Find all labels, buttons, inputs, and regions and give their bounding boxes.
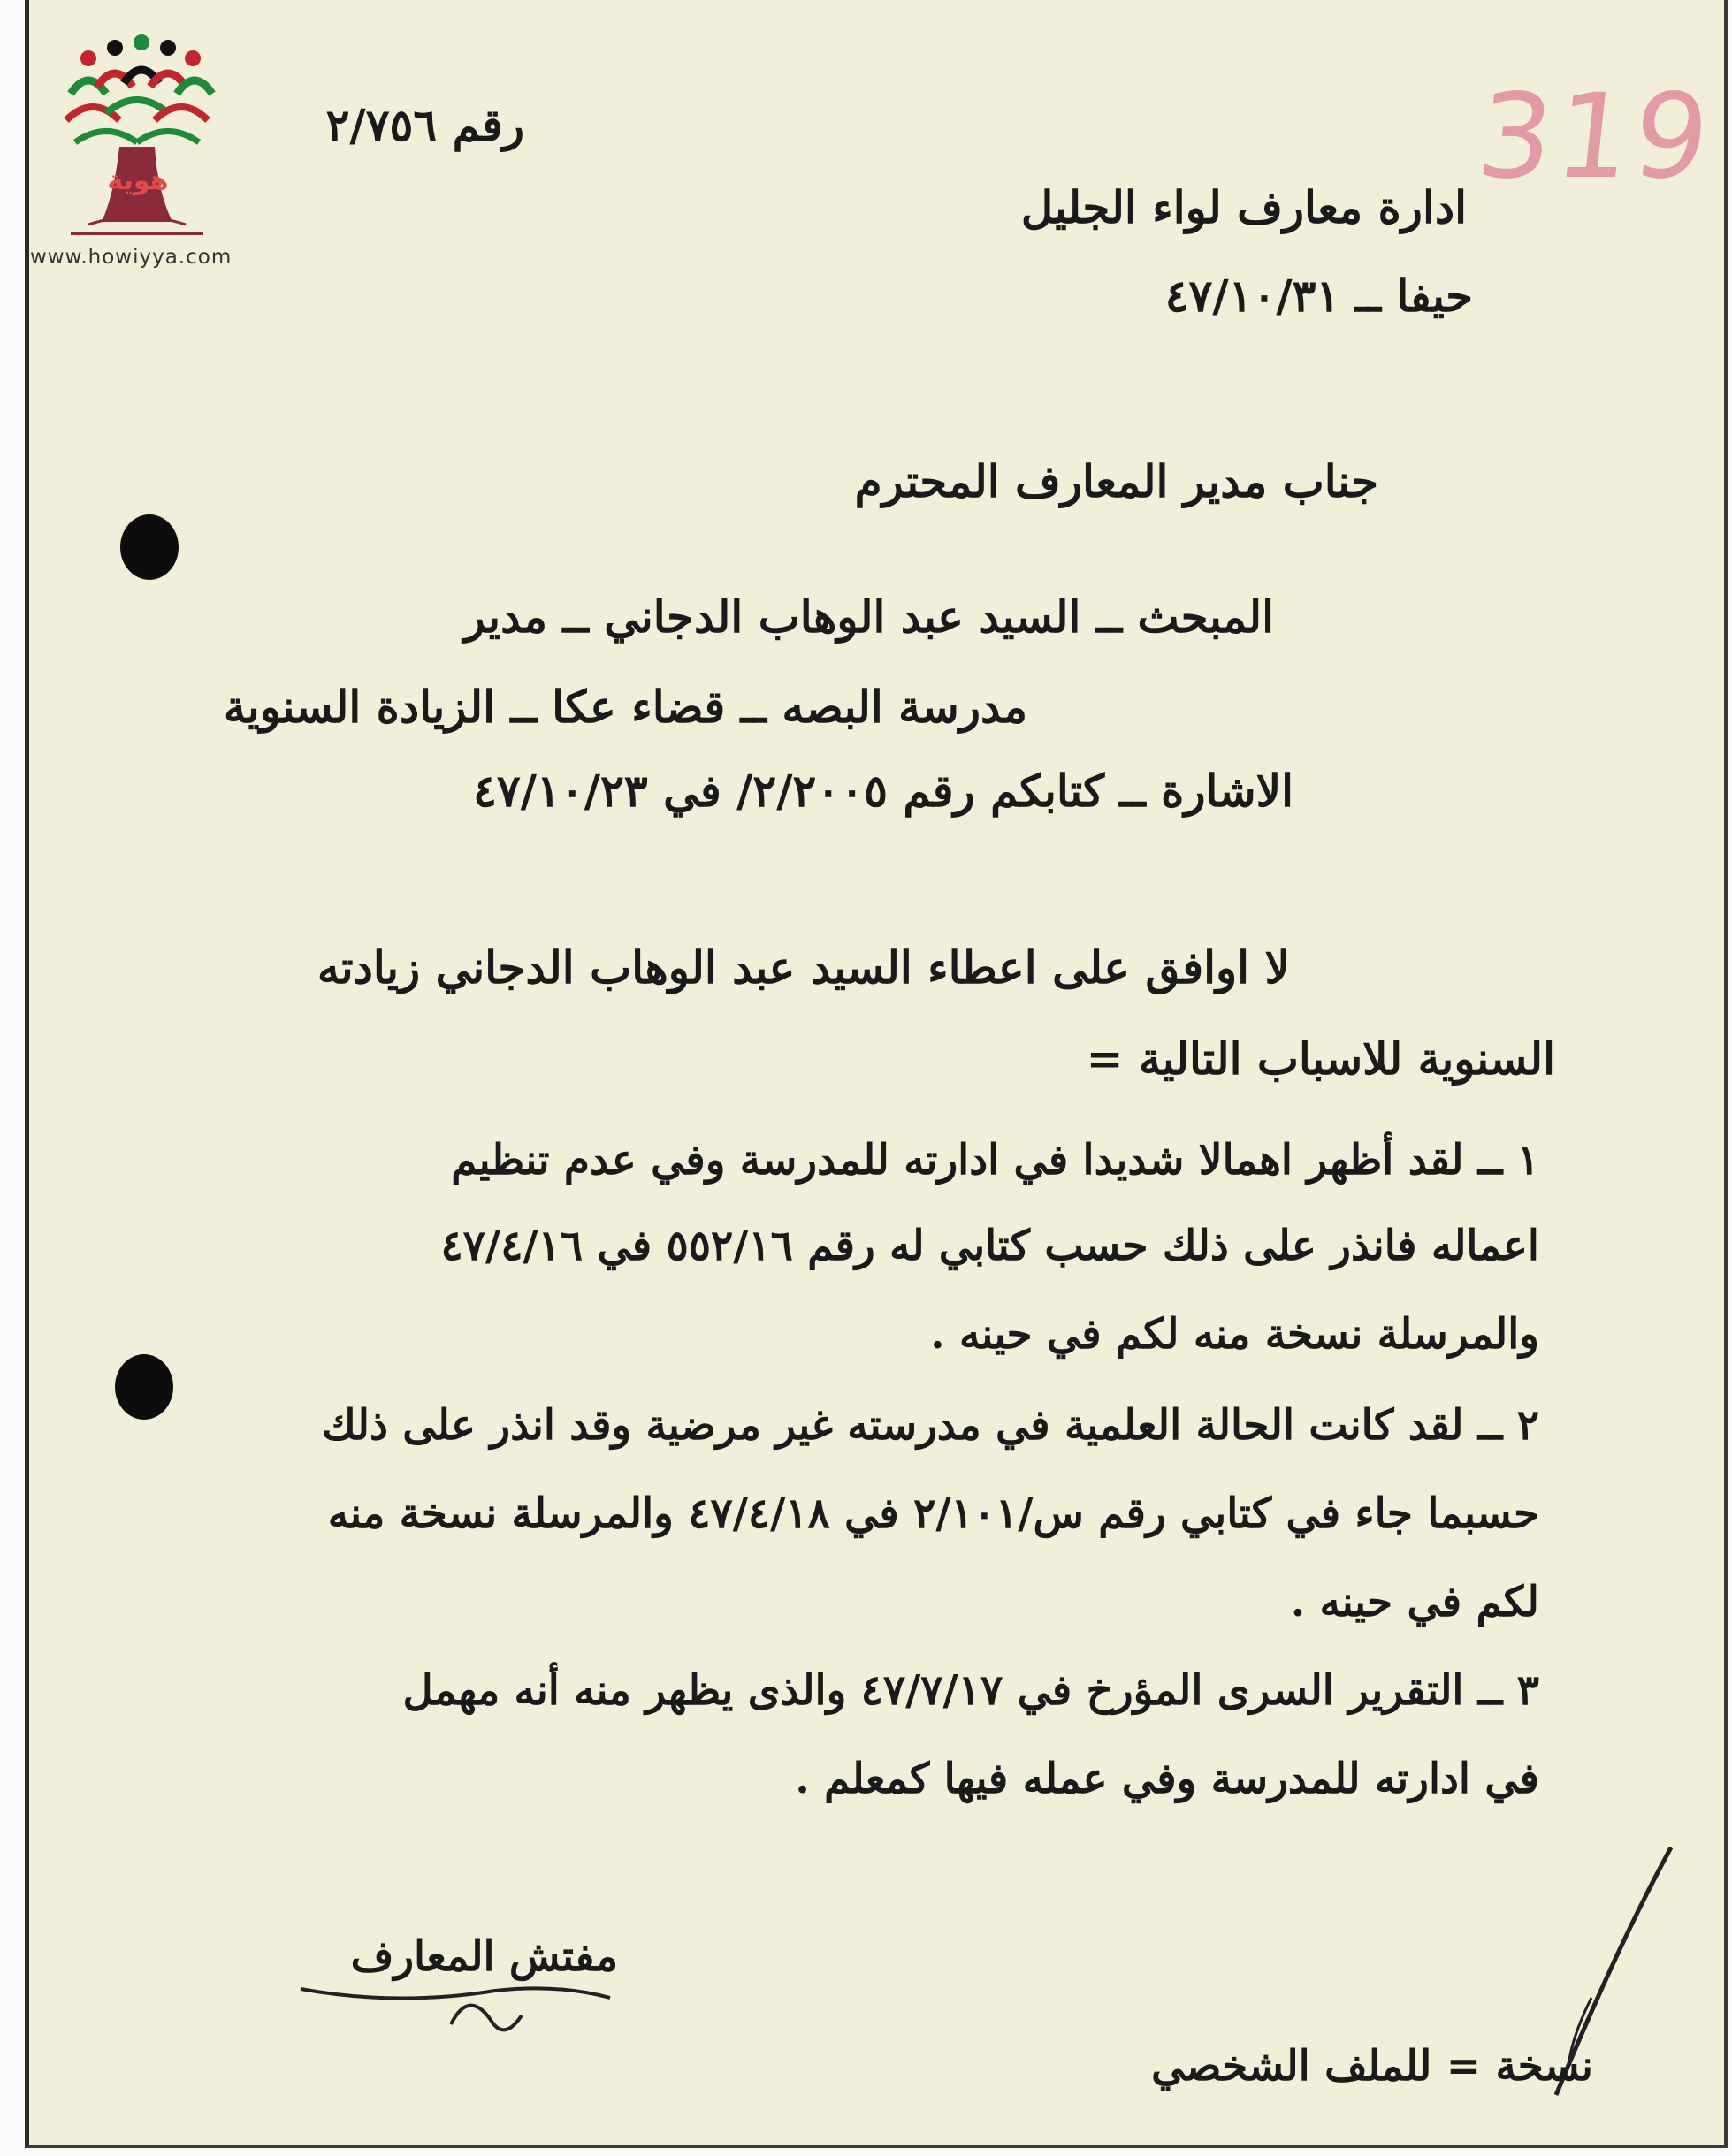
reference-number: رقم ٢/٧٥٦ — [325, 99, 524, 151]
reason-3-line-2: في ادارته للمدرسة وفي عمله فيها كمعلم . — [795, 1755, 1539, 1803]
punch-hole-bottom — [115, 1354, 173, 1420]
reason-2-line-1: ٢ ــ لقد كانت الحالة العلمية في مدرسته غير مرضية وقد انذر على ذلك — [322, 1401, 1539, 1450]
reason-1-line-1: ١ ــ لقد أظهر اهمالا شديدا في ادارته للمدرسة وفي عدم تنظيم — [451, 1136, 1539, 1185]
punch-hole-top — [120, 514, 179, 580]
subject-line-1: المبحث ــ السيد عبد الوهاب الدجاني ــ مدير — [463, 590, 1274, 643]
reason-3-line-1: ٣ ــ التقرير السرى المؤرخ في ٤٧/٧/١٧ والذى يظهر منه أنه مهمل — [402, 1666, 1539, 1715]
body-intro-line-2: السنوية للاسباب التالية = — [1086, 1032, 1555, 1085]
tree-with-people-logo-icon — [53, 32, 221, 244]
reference-line: الاشارة ــ كتابكم رقم ٢/٢٠٠٥/ في ٤٧/١٠/٢٣ — [473, 765, 1293, 817]
svg-text:هوية: هوية — [107, 165, 169, 196]
reason-2-line-3: لكم في حينه . — [1290, 1578, 1539, 1627]
place-date: حيفا ــ ٤٧/١٠/٣١ — [1164, 270, 1473, 322]
body-intro-line-1: لا اوافق على اعطاء السيد عبد الوهاب الدجاني زيادته — [317, 941, 1290, 994]
copy-note: نسخة = للملف الشخصي — [1151, 2042, 1593, 2091]
reason-1-line-2: اعماله فانذر على ذلك حسب كتابي له رقم ٥٥٢/١٦ في ٤٧/٤/١٦ — [440, 1222, 1539, 1270]
reason-2-line-2: حسبما جاء في كتابي رقم س/٢/١٠١ في ٤٧/٤/١٨ والمرسلة نسخة منه — [327, 1489, 1539, 1538]
salutation: جناب مدير المعارف المحترم — [854, 455, 1378, 507]
department-name: ادارة معارف لواء الجليل — [1020, 181, 1467, 233]
signature-title: مفتش المعارف — [350, 1932, 618, 1981]
signature-scribble-icon — [292, 1971, 690, 2051]
file-number: 319 — [1470, 69, 1720, 205]
subject-line-2: مدرسة البصه ــ قضاء عكا ــ الزيادة السنوية — [223, 681, 1027, 733]
logo-url: www.howiyya.com — [30, 246, 233, 269]
reason-1-line-3: والمرسلة نسخة منه لكم في حينه . — [930, 1310, 1539, 1359]
